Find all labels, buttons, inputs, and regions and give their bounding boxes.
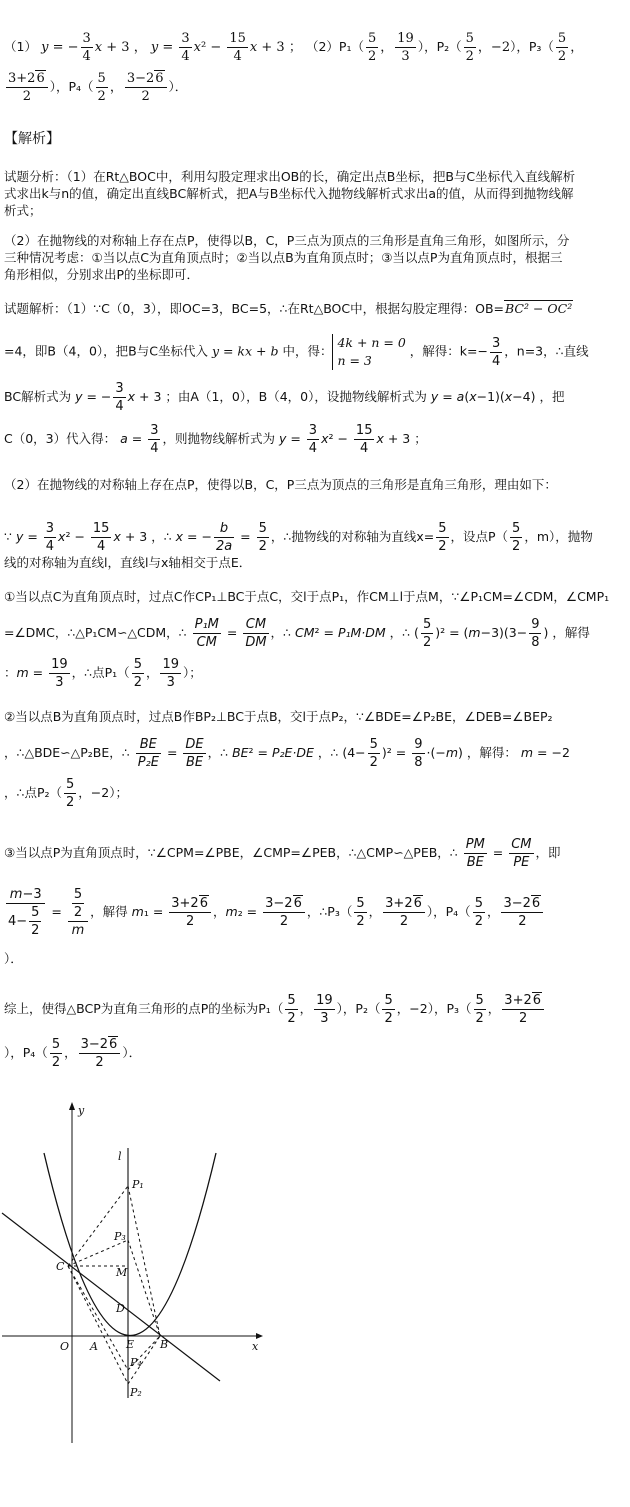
text-line: m−3 4− $\frac{5}{2}$ = $\frac{\frac{5}{2}}{m}$ ，解得 m₁ = $\frac{3+26}{2}$ ，m₂ = $\frac{3-26}{2}$ ，∴P₃（ $\frac{5}{2}$ ， $\frac{3+26}{2}$ ），P₄（ $\frac{5}{2}$ ， $\frac{3-26}{2}$	[4, 886, 545, 939]
text-line: C（0，3）代入得： a = $\frac{3}{4}$ ，则抛物线解析式为 y = $\frac{3}{4}$ x² − $\frac{15}{4}$ x + 3 ；	[4, 423, 427, 456]
label-o: O	[60, 1340, 70, 1353]
text-line: 试题解析：（1）∵C（0，3），即OC=3，BC=5，∴在Rt△BOC中，根据勾股定理得：OB=BC² − OC²	[4, 301, 573, 316]
label-p2: P₂	[130, 1386, 142, 1399]
label-a: A	[90, 1340, 98, 1353]
parabola-curve	[44, 1153, 216, 1336]
text-line: 线的对称轴为直线l，直线l与x轴相交于点E．	[4, 555, 252, 570]
dash-c-p2	[68, 1266, 128, 1384]
label-m: M	[116, 1266, 128, 1279]
geometry-figure	[0, 1098, 300, 1458]
text-line: =∠DMC，∴△P₁CM∽△CDM，∴ $\frac{\text{P₁M}}{CM}$ = $\frac{CM}{DM}$ ，∴ CM² = P₁M·DM ，∴ ( $\frac{5}{2}$ )² = (m−3)(3− $\frac{9}{8}$ ) ，解得	[4, 617, 590, 650]
text-line: （2）在抛物线的对称轴上存在点P，使得以B，C，P三点为顶点的三角形是直角三角形，如图所示，分	[4, 233, 570, 248]
analysis-heading: 【解析】	[4, 131, 60, 147]
label-c: C	[56, 1260, 65, 1273]
dash-c-p4	[68, 1266, 128, 1370]
text-line: ②当以点B为直角顶点时，过点B作BP₂⊥BC于点B，交l于点P₂，∵∠BDE=∠P₂BE，∠DEB=∠BEP₂	[4, 709, 553, 724]
text-line: BC解析式为 y = − $\frac{3}{4}$ x + 3 ；由A（1，0），B（4，0），设抛物线解析式为 y = a(x−1)(x−4) ，把	[4, 381, 565, 414]
dash-p3-b	[128, 1240, 160, 1336]
text-line: 角形相似，分别求出P的坐标即可．	[4, 267, 200, 282]
text-line: 三种情况考虑：①当以点C为直角顶点时；②当以点B为直角顶点时；③当以点P为直角顶点时，根据三	[4, 250, 563, 265]
text-line: ∵ y = $\frac{3}{4}$ x² − $\frac{15}{4}$ x + 3 ，∴ x = − $\frac{b}{2a}$ = $\frac{5}{2}$ ，∴抛物线的对称轴为直线x= $\frac{5}{2}$ ，设点P（ $\frac{5}{2}$ ，m），抛物	[4, 521, 593, 554]
text-line: ③当以点P为直角顶点时，∵∠CPM=∠PBE，∠CMP=∠PEB，∴△CMP∽△PEB，∴ $\frac{PM}{BE}$ = $\frac{CM}{PE}$ ，即	[4, 837, 561, 870]
text-line: 试题分析：（1）在Rt△BOC中，利用勾股定理求出OB的长，确定出点B坐标，把B与C坐标代入直线解析	[4, 169, 576, 184]
text-line: ：m = $\frac{19}{3}$ ，∴点P₁（ $\frac{5}{2}$ ， $\frac{19}{3}$ ）；	[4, 657, 202, 690]
line-bc	[2, 1213, 220, 1381]
label-x: x	[252, 1340, 259, 1353]
text-line: ，∴△BDE∽△P₂BE，∴ $\frac{BE}{\text{P₂E}}$ = $\frac{DE}{BE}$ ，∴ BE² = P₂E·DE ，∴ (4− $\frac{5}{2}$ )² = $\frac{9}{8}$ ·(−m) ，解得： m = −2	[4, 737, 570, 770]
label-p4: P₄	[130, 1356, 142, 1369]
text-line: （2）在抛物线的对称轴上存在点P，使得以B，C，P三点为顶点的三角形是直角三角形，理由如下：	[4, 477, 557, 492]
x-axis-arrow-icon	[256, 1333, 263, 1339]
label-e: E	[126, 1338, 135, 1351]
label-l: l	[118, 1150, 122, 1163]
label-p1: P₁	[132, 1178, 144, 1191]
label-b: B	[160, 1338, 169, 1351]
label-y: y	[78, 1104, 85, 1117]
text-line: 式求出k与n的值，确定出直线BC解析式，把A与B坐标代入抛物线解析式求出a的值，从而得到抛物线解	[4, 186, 574, 201]
text-line: 综上，使得△BCP为直角三角形的点P的坐标为P₁（ $\frac{5}{2}$ ， $\frac{19}{3}$ ），P₂（ $\frac{5}{2}$ ，−2），P₃（ $\frac{5}{2}$ ， $\frac{3+26}{2}$	[4, 992, 546, 1027]
label-d: D	[116, 1302, 125, 1315]
text-line: ），P₄（ $\frac{5}{2}$ ， $\frac{3-26}{2}$ ）．	[4, 1037, 142, 1070]
answer-line-1: （1） y = − $\frac{3}{4}$ x + 3 ， y = $\frac{3}{4}$ x² − $\frac{15}{4}$ x + 3 ； （2）P₁（ $\frac{5}{2}$ ， $\frac{19}{3}$ ），P₂（ $\frac{5}{2}$ ，−2），P₃（ $\frac{5}{2}$ ，	[4, 31, 584, 64]
dash-c-p1	[68, 1186, 128, 1266]
text-line: =4，即B（4，0），把B与C坐标代入 y = kx + b 中，得：4k + n = 0 n = 3 ，解得：k=− $\frac{3}{4}$ ，n=3，∴直线	[4, 335, 589, 369]
y-axis-arrow-icon	[69, 1102, 75, 1110]
text-line: 析式；	[4, 203, 42, 218]
answer-line-2: $\frac{3+26}{2}$ ），P₄（ $\frac{5}{2}$ ， $\frac{3-26}{2}$ ）．	[8, 71, 188, 104]
text-line: ，∴点P₂（ $\frac{5}{2}$ ，−2）；	[4, 777, 128, 810]
text-line: ）．	[4, 951, 23, 966]
dash-c-p3	[68, 1240, 128, 1266]
label-p3: P₃	[114, 1230, 126, 1243]
text-line: ①当以点C为直角顶点时，过点C作CP₁⊥BC于点C，交l于点P₁，作CM⊥l于点M，∵∠P₁CM=∠CDM，∠CMP₁	[4, 589, 610, 604]
